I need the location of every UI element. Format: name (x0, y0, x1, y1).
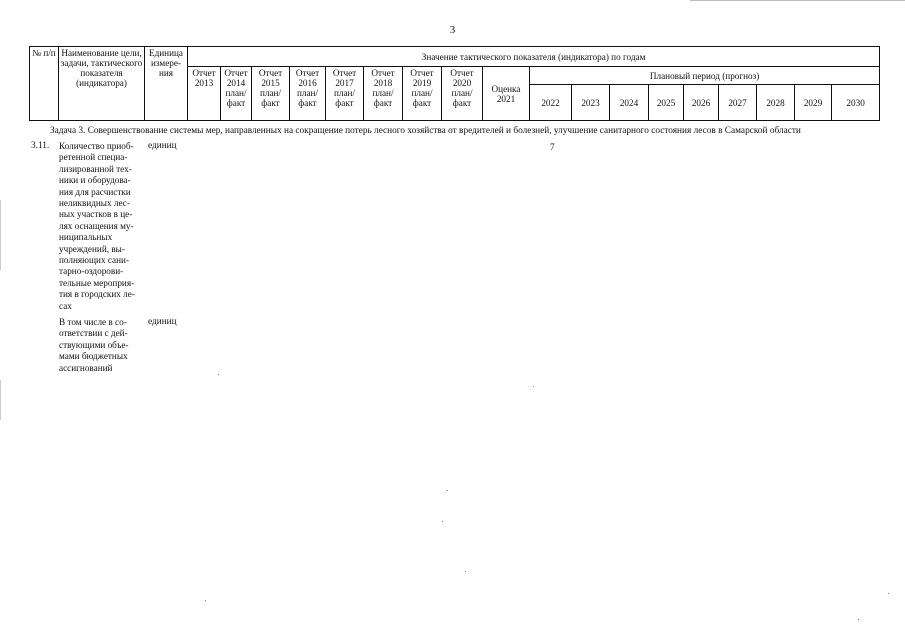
header-plan-2026: 2026 (684, 85, 719, 121)
header-col-2015: Отчет 2015 план/ факт (252, 67, 290, 121)
header-col-2017: Отчет 2017 план/ факт (326, 67, 364, 121)
header-plan-2023: 2023 (572, 85, 610, 121)
header-name: Наименование цели, задачи, тактического показателя (индикатора) (59, 47, 145, 121)
header-values-by-year: Значение тактического показателя (индикатора) по годам (188, 47, 880, 67)
row-number: 3.11. (31, 141, 50, 151)
scan-edge-left (0, 200, 1, 270)
header-plan-2024: 2024 (610, 85, 649, 121)
scan-edge-line (690, 0, 905, 1)
header-no: № п/п (30, 47, 59, 121)
header-unit: Единица измере-ния (145, 47, 188, 121)
indicator-table-header (29, 46, 880, 121)
header-plan-2022: 2022 (530, 85, 572, 121)
header-col-2013: Отчет 2013 (188, 67, 221, 121)
header-plan-period: Плановый период (прогноз) (530, 67, 880, 85)
header-col-2019: Отчет 2019 план/ факт (403, 67, 442, 121)
header-plan-2027: 2027 (719, 85, 757, 121)
header-plan-2029: 2029 (795, 85, 832, 121)
row-unit: единиц (148, 141, 177, 151)
row-indicator-name-sub: В том числе в со- ответствии с дей- ствующими объе- мами бюджетных ассигнований (59, 317, 129, 373)
header-col-2021: Оценка 2021 (483, 67, 530, 121)
task-3-heading: Задача 3. Совершенствование системы мер, направленных на сокращение потерь лесного хозяйства от вредителей и болезней, улучшение санитарного состояния лесов в Самарской области (50, 126, 801, 136)
row-indicator-name: Количество приоб- ретенной специа- лизированной тех- ники и оборудова- ния для расчистки неликвидных лес- ных участков в це- лях оснащения му- ниципальных учреждений, вы- полняющих сани- тарно-оздорови- тельные мероприя- тия в городских ле- сах (59, 141, 135, 311)
scan-edge-left (0, 380, 1, 420)
header-col-2014: Отчет 2014 план/ факт (221, 67, 252, 121)
header-col-2018: Отчет 2018 план/ факт (364, 67, 403, 121)
header-col-2020: Отчет 2020 план/ факт (442, 67, 483, 121)
header-col-2016: Отчет 2016 план/ факт (290, 67, 326, 121)
row-value-2021: 7 (550, 143, 555, 153)
row-unit-sub: единиц (148, 317, 177, 327)
header-plan-2028: 2028 (757, 85, 795, 121)
page-number: 3 (449, 24, 456, 36)
header-plan-2025: 2025 (649, 85, 684, 121)
header-plan-2030: 2030 (832, 85, 880, 121)
